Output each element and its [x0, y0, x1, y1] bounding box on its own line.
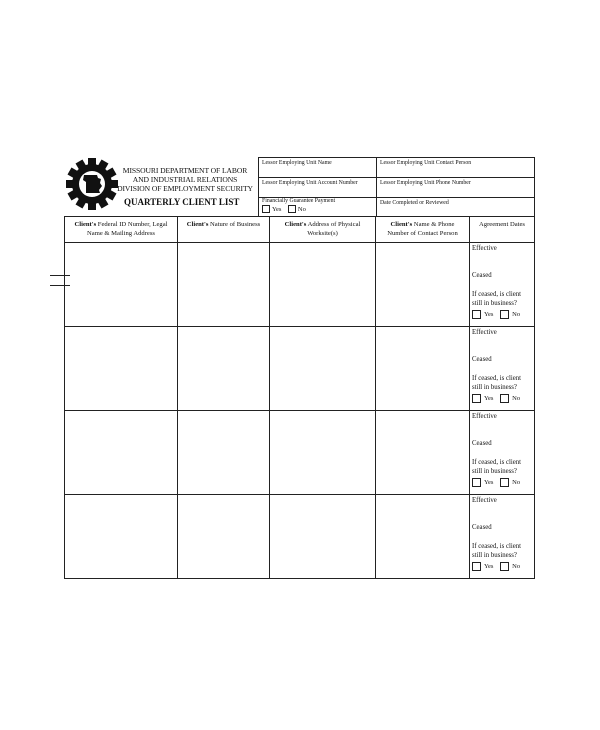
worksite-address-cell[interactable]	[270, 327, 376, 411]
column-header-federal-id: Client's Federal ID Number, Legal Name & Mailing Address	[65, 217, 178, 243]
in-business-yes-checkbox[interactable]	[472, 394, 481, 403]
guarantee-yes-label: Yes	[272, 205, 282, 213]
nature-of-business-cell[interactable]	[178, 327, 270, 411]
phone-number-field[interactable]	[377, 178, 535, 198]
account-number-label: Lessor Employing Unit Account Number	[262, 180, 358, 186]
worksite-address-cell[interactable]	[270, 495, 376, 579]
in-business-yes-checkbox[interactable]	[472, 562, 481, 571]
worksite-address-cell[interactable]	[270, 411, 376, 495]
column-header-worksite-address: Client's Address of Physical Worksite(s)	[270, 217, 376, 243]
ceased-label: Ceased	[472, 355, 492, 363]
federal-id-cell[interactable]	[65, 327, 178, 411]
effective-label: Effective	[472, 497, 497, 504]
agreement-dates-cell	[470, 243, 535, 327]
guarantee-payment-field	[259, 198, 377, 217]
contact-person-cell[interactable]	[376, 495, 470, 579]
column-header-nature-of-business: Client's Nature of Business	[178, 217, 270, 243]
agreement-dates-cell	[470, 495, 535, 579]
effective-label: Effective	[472, 413, 497, 420]
in-business-no-checkbox[interactable]	[500, 478, 509, 487]
agency-line-3: DIVISION OF EMPLOYMENT SECURITY	[117, 184, 253, 193]
phone-number-label: Lessor Employing Unit Phone Number	[380, 180, 471, 186]
no-label: No	[512, 562, 521, 570]
account-number-field[interactable]	[259, 178, 377, 198]
ceased-label: Ceased	[472, 271, 492, 279]
in-business-yes-checkbox[interactable]	[472, 310, 481, 319]
still-in-business-question: If ceased, is client still in business?	[472, 459, 522, 475]
agency-line-1: MISSOURI DEPARTMENT OF LABOR	[122, 166, 248, 175]
nature-of-business-cell[interactable]	[178, 495, 270, 579]
still-in-business-question: If ceased, is client still in business?	[472, 375, 522, 391]
still-in-business-question: If ceased, is client still in business?	[472, 291, 522, 307]
agency-line-2: AND INDUSTRIAL RELATIONS	[132, 175, 238, 184]
ceased-label: Ceased	[472, 523, 492, 531]
agreement-dates-cell	[470, 411, 535, 495]
table-row	[65, 243, 535, 327]
agency-name	[112, 166, 258, 193]
lessor-info-table	[258, 157, 535, 217]
guarantee-yes-checkbox[interactable]	[262, 205, 270, 213]
no-label: No	[512, 478, 521, 486]
ceased-label: Ceased	[472, 439, 492, 447]
in-business-no-checkbox[interactable]	[500, 310, 509, 319]
in-business-no-checkbox[interactable]	[500, 394, 509, 403]
federal-id-cell[interactable]	[65, 243, 178, 327]
table-row	[65, 327, 535, 411]
federal-id-cell[interactable]	[65, 411, 178, 495]
date-completed-field[interactable]	[377, 198, 535, 217]
date-completed-label: Date Completed or Reviewed	[380, 200, 449, 206]
yes-label: Yes	[484, 562, 494, 570]
form-title: QUARTERLY CLIENT LIST	[124, 197, 240, 207]
table-row	[65, 411, 535, 495]
unit-name-field[interactable]	[259, 158, 377, 178]
contact-person-cell[interactable]	[376, 327, 470, 411]
federal-id-cell[interactable]	[65, 495, 178, 579]
table-header-row	[65, 217, 535, 243]
effective-label: Effective	[472, 329, 497, 336]
yes-label: Yes	[484, 310, 494, 318]
agreement-dates-cell	[470, 327, 535, 411]
nature-of-business-cell[interactable]	[178, 411, 270, 495]
no-label: No	[512, 394, 521, 402]
client-list-table	[64, 216, 535, 579]
guarantee-no-label: No	[297, 205, 306, 213]
contact-person-cell[interactable]	[376, 243, 470, 327]
still-in-business-question: If ceased, is client still in business?	[472, 543, 522, 559]
in-business-no-checkbox[interactable]	[500, 562, 509, 571]
column-header-agreement-dates: Agreement Dates	[470, 217, 535, 243]
contact-person-cell[interactable]	[376, 411, 470, 495]
unit-name-label: Lessor Employing Unit Name	[262, 160, 332, 166]
guarantee-no-checkbox[interactable]	[288, 205, 296, 213]
guarantee-payment-label: Financially Guarantee Payment	[262, 198, 336, 204]
yes-label: Yes	[484, 478, 494, 486]
yes-label: Yes	[484, 394, 494, 402]
missouri-gear-logo-icon	[66, 158, 118, 210]
column-header-contact-person: Client's Name & Phone Number of Contact Person	[376, 217, 470, 243]
table-row	[65, 495, 535, 579]
contact-person-field[interactable]	[377, 158, 535, 178]
worksite-address-cell[interactable]	[270, 243, 376, 327]
nature-of-business-cell[interactable]	[178, 243, 270, 327]
no-label: No	[512, 310, 521, 318]
in-business-yes-checkbox[interactable]	[472, 478, 481, 487]
effective-label: Effective	[472, 245, 497, 252]
contact-person-label: Lessor Employing Unit Contact Person	[380, 160, 472, 166]
